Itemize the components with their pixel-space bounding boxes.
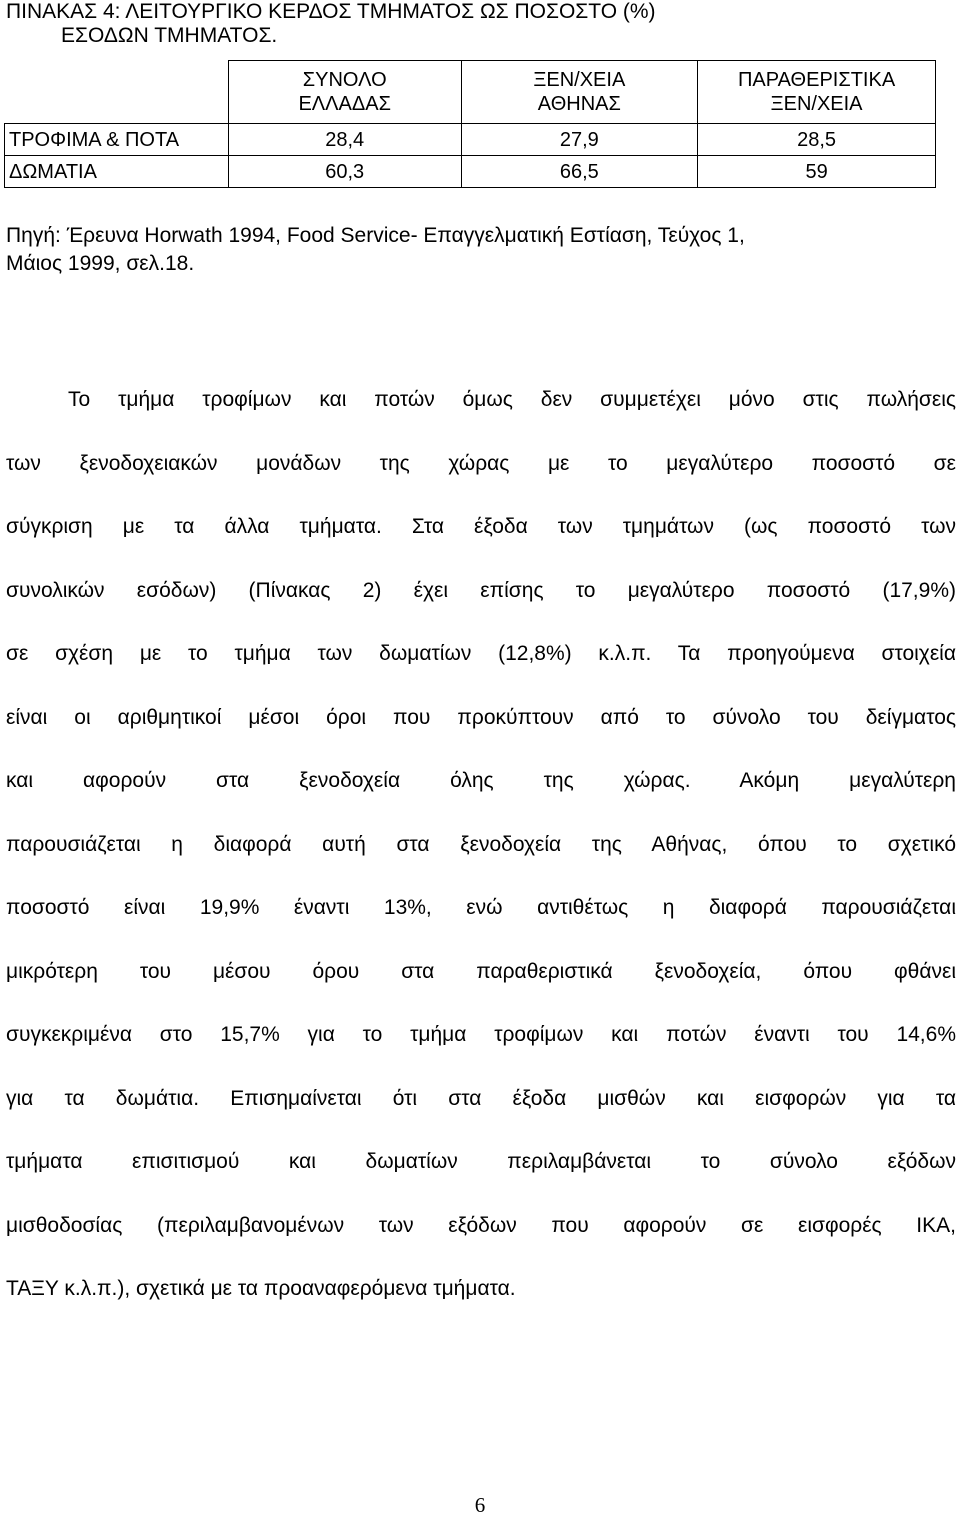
paragraph-line: συγκεκριμένα στο 15,7% για το τμήμα τροφίμων και ποτών έναντι του 14,6% (6, 1023, 956, 1046)
paragraph-line: των ξενοδοχειακών μονάδων της χώρας με το μεγαλύτερο ποσοστό σε (6, 451, 956, 475)
paragraph-line: παρουσιάζεται η διαφορά αυτή στα ξενοδοχεία της Αθήνας, όπου το σχετικό (6, 832, 956, 856)
page-number: 6 (474, 1493, 486, 1517)
column-header-greece-total: ΣΥΝΟΛΟ ΕΛΛΑΔΑΣ (228, 61, 461, 124)
paragraph-line: συνολικών εσόδων) (Πίνακας 2) έχει επίσης το μεγαλύτερο ποσοστό (17,9%) (6, 578, 956, 602)
paragraph-line: σε σχέση με το τμήμα των δωματίων (12,8%) κ.λ.π. Τα προηγούμενα στοιχεία (6, 642, 956, 665)
row-label-food-beverage: ΤΡΟΦΙΜΑ & ΠΟΤΑ (5, 124, 229, 156)
table-row (5, 156, 936, 188)
table-cell: 60,3 (228, 156, 461, 188)
paragraph-line: ΤΑΞΥ κ.λ.π.), σχετικά με τα προαναφερόμενα τμήματα. (6, 1277, 516, 1300)
row-label-rooms: ΔΩΜΑΤΙΑ (5, 156, 229, 188)
table-row (5, 124, 936, 156)
table-corner-cell (5, 61, 229, 124)
paragraph-line: και αφορούν στα ξενοδοχεία όλης της χώρας. Ακόμη μεγαλύτερη (6, 769, 956, 792)
source-note-line-1: Πηγή: Έρευνα Horwath 1994, Food Service- Επαγγελματική Εστίαση, Τεύχος 1, (6, 224, 745, 247)
column-header-resort-hotels: ΠΑΡΑΘΕΡΙΣΤΙΚΑ ΞΕΝ/ΧΕΙΑ (698, 61, 936, 124)
paragraph-line: ποσοστό είναι 19,9% έναντι 13%, ενώ αντιθέτως η διαφορά παρουσιάζεται (6, 896, 956, 919)
paragraph-line: μικρότερη του μέσου όρου στα παραθεριστικά ξενοδοχεία, όπου φθάνει (6, 959, 956, 983)
source-note-line-2: Μάιος 1999, σελ.18. (6, 252, 195, 275)
paragraph-line: Το τμήμα τροφίμων και ποτών όμως δεν συμμετέχει μόνο στις πωλήσεις (68, 388, 956, 411)
source-note (6, 222, 956, 278)
operating-profit-table (4, 60, 936, 188)
table-title-line-2: ΕΣΟΔΩΝ ΤΜΗΜΑΤΟΣ. (61, 24, 278, 47)
table-cell: 59 (698, 156, 936, 188)
table-header-row (5, 61, 936, 124)
table-cell: 66,5 (461, 156, 698, 188)
table-title (6, 0, 956, 48)
paragraph-line: τμήματα επισιτισμού και δωματίων περιλαμβάνεται το σύνολο εξόδων (6, 1150, 956, 1173)
paragraph-line: μισθοδοσίας (περιλαμβανομένων των εξόδων που αφορούν σε εισφορές ΙΚΑ, (6, 1213, 956, 1237)
column-header-athens-hotels: ΞΕΝ/ΧΕΙΑ ΑΘΗΝΑΣ (461, 61, 698, 124)
paragraph-line: σύγκριση με τα άλλα τμήματα. Στα έξοδα των τμημάτων (ως ποσοστό των (6, 515, 956, 538)
table-cell: 28,5 (698, 124, 936, 156)
table-cell: 27,9 (461, 124, 698, 156)
body-paragraph (6, 368, 956, 1321)
paragraph-line: για τα δωμάτια. Επισημαίνεται ότι στα έξοδα μισθών και εισφορών για τα (6, 1086, 956, 1110)
table-cell: 28,4 (228, 124, 461, 156)
paragraph-line: είναι οι αριθμητικοί μέσοι όροι που προκύπτουν από το σύνολο του δείγματος (6, 705, 956, 729)
table-title-line-1: ΠΙΝΑΚΑΣ 4: ΛΕΙΤΟΥΡΓΙΚΟ ΚΕΡΔΟΣ ΤΜΗΜΑΤΟΣ ΩΣ ΠΟΣΟΣΤΟ (%) (6, 0, 656, 23)
